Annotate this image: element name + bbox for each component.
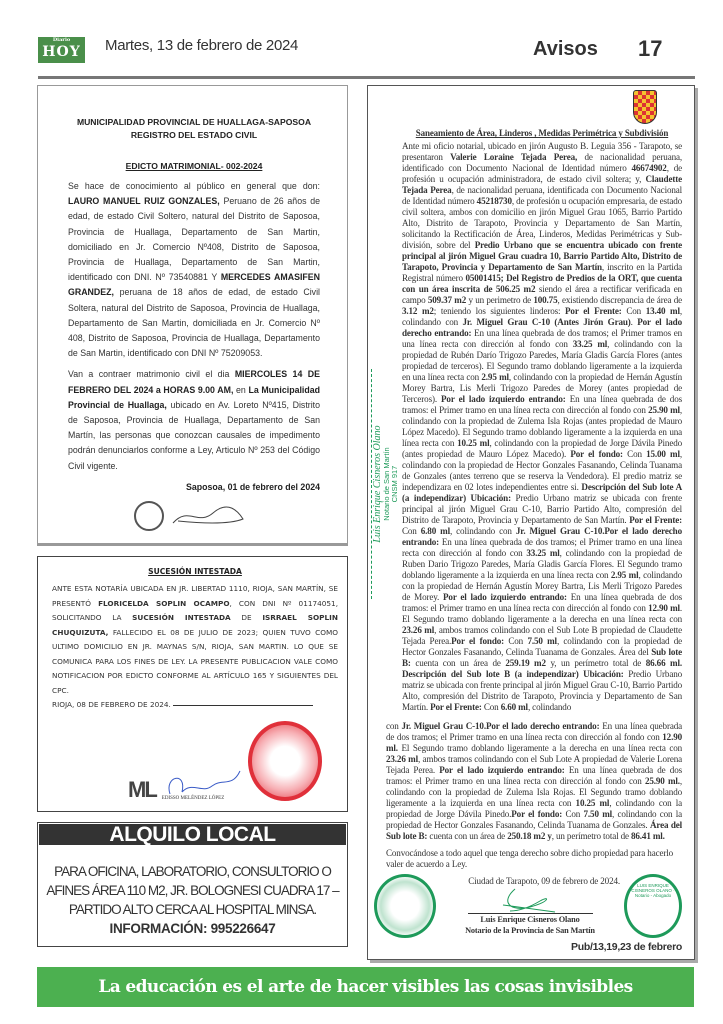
- bold-text-run: ISRRAEL SOPLIN CHUQUIZUTA,: [52, 613, 338, 637]
- alquilo-title: ALQUILO LOCAL: [39, 824, 346, 845]
- saneamiento-paragraph-3: Convocándose a todo aquel que tenga derecho sobre dicho propiedad para hacerlo valer de acuerdo a Ley.: [386, 848, 674, 869]
- text-run: Predio Urbano matriz se ubicada con frente principal al jirón Miguel Grau C-10, Barrio Partido Alto, compresión del Distrito de Tarapoto, Provincia y Departamento de San Martín.: [402, 493, 682, 525]
- text-run: ubicado en Av. Loreto Nº415, Distrito de Saposoa, Provincia de Huallaga, Departamento de San Martín, las personas que conozcan causales de impedimento podrán denunciarlos conforme a Ley, Articulo Nº 253 del Código Civil vigente.: [68, 399, 320, 471]
- text-run: , colindando con la propiedad de Jorge Dávila Pinedo (antes propiedad de Mauro López Macedo).: [402, 438, 683, 459]
- text-run: , un perímetro total de: [551, 831, 631, 841]
- main-content: [37, 85, 695, 1007]
- text-run: Se hace de conocimiento al público en general que don:: [68, 181, 320, 191]
- bold-text-run: La Municipalidad Provincial de Huallaga,: [68, 384, 320, 410]
- bold-text-run: Por el fondo:: [570, 449, 623, 459]
- text-run: , existiendo discrepancia de área de: [557, 295, 682, 305]
- bold-text-run: Jr. Miguel Grau C-10 (Antes Jirón Grau): [462, 317, 631, 327]
- text-run: cuenta con un área de: [410, 658, 506, 668]
- bold-text-run: 7.50 ml: [527, 636, 557, 646]
- bold-text-run: 13.40 ml: [645, 306, 680, 316]
- bold-text-run: 2.95 ml: [481, 372, 509, 382]
- publication-dates: Pub/13,19,23 de febrero: [571, 941, 682, 953]
- text-run: de nacionalidad peruana, identificado con Documento Nacional de Identidad número: [402, 152, 682, 173]
- notary-signature: [495, 887, 565, 913]
- bold-text-run: Valerie Loraine Tejada Perea,: [450, 152, 578, 162]
- bold-text-run: 100.75: [533, 295, 558, 305]
- bold-text-run: FLORICELDA SOPLIN OCAMPO: [98, 598, 230, 608]
- bold-text-run: Jr. Miguel Grau C-10.Por el lado derecho entrando:: [402, 526, 682, 547]
- text-run: En una línea quebrada de dos tramos: el Primer tramo en una línea recta con dirección al fondo con: [402, 394, 682, 415]
- text-run: Con: [504, 636, 528, 646]
- bold-text-run: 250.18 m2 y: [507, 831, 552, 841]
- page-number: 17: [638, 36, 663, 61]
- bold-text-run: Por el lado izquierdo entrando:: [439, 765, 565, 775]
- municipal-seal: [134, 501, 164, 531]
- left-column: [37, 85, 348, 960]
- saneamiento-title: Saneamiento de Área, Linderos , Medidas Perimétrica y Subdivisión: [415, 128, 669, 138]
- edicto-dept: REGISTRO DEL ESTADO CIVIL: [130, 130, 258, 140]
- text-run: cuenta con un área de: [427, 831, 508, 841]
- text-run: , de nacionalidad peruana, identificada con Documento Nacional de Identidad número: [402, 185, 682, 206]
- ml-logo: ML: [128, 776, 156, 802]
- text-run: , colindando con la propiedad de Ruben Dario Trigozo Paredes, María Gladis García Flores. El Segundo tramo doblando ligeramente a la izquierda en una línea recta con: [402, 548, 682, 580]
- text-run: con: [386, 721, 402, 731]
- fill-dash: [173, 705, 313, 706]
- bold-text-run: 2.95 ml: [610, 570, 639, 580]
- issue-date: Martes, 13 de febrero de 2024: [105, 37, 299, 54]
- text-run: , colindando con la propiedad de Hernán Agustín Morey Bartra, Lis Merli Trigozo Paredes de Morey (antes propiedad de Terceros).: [402, 372, 682, 404]
- text-run: , colindando con la propiedad de Zulema Isla Rojas. El Segundo tramo doblando ligeramente a la izquierda en una línea recta con: [386, 776, 682, 808]
- edicto-signature: [168, 501, 248, 531]
- bold-text-run: 259.19 m2: [505, 658, 546, 668]
- text-run: peruana de 18 años de edad, de estado Civil Soltera, natural del Distrito de Saposoa, Provincia de Huallaga, Departamento de San Martin, domiciliada en Jr. Comercio Nº 408, Distrito de Saposoa, Provincia de Huallaga, Departamento de San Martin, identificado con DNI Nº 75209053.: [68, 287, 320, 359]
- bold-text-run: Área del Sub lote B:: [386, 820, 683, 841]
- municipal-crest-icon: [633, 90, 657, 124]
- edicto-place-date: Saposoa, 01 de febrero del 2024: [186, 481, 320, 492]
- bold-text-run: 33.25 ml: [526, 548, 560, 558]
- quote-banner: La educación es el arte de hacer visibles las cosas invisibles: [37, 967, 694, 1007]
- text-run: DE: [230, 613, 263, 623]
- alquilo-local-ad: [37, 822, 348, 947]
- bold-text-run: 15.00 ml: [646, 449, 680, 459]
- bold-text-run: 86.41 ml.: [631, 831, 665, 841]
- sucesion-signer: EDISSO MELÉNDEZ LÓPEZ: [161, 795, 225, 801]
- bold-text-run: MERCEDES AMASIFEN GRANDEZ,: [68, 272, 320, 298]
- bold-text-run: 45218730: [476, 196, 512, 206]
- bold-text-run: 33.25 ml: [572, 339, 608, 349]
- stamp-cnsm: CNSM 917: [389, 465, 399, 503]
- notary-title: Notario de la Provincia de San Martín: [465, 926, 595, 935]
- text-run: , de profesión u ocupación empresaria, de estado civil soltera, ambos con domicilio en jirón Miguel Grau 1065, Barrio Partido Alto, Distrito de Tarapoto, Provincia y Departamento de San Martín, solicitando la Rectificación de Área, Linderos, Medidas Perimétricas y Sub-división, sobre del: [402, 196, 682, 250]
- text-run: y, un perímetro total de: [545, 658, 646, 668]
- text-run: , colindando con la propiedad de Zulema Isla Rojas (antes propiedad de Mauro López Macedo). El Segundo tramo doblando ligeramente a la izquierda en una línea recta con: [402, 405, 682, 448]
- text-run: FALLECIDO EL 08 DE JULIO DE 2023; QUIEN TUVO COMO ULTIMO DOMICILIO EN JR. MAYNAS S/N, RIOJA, SAN MARTIN. LO QUE SE COMUNICA PARA LOS FINES DE LEY. LA PRESENTE PUBLICACION VALE COMO NOTIFICACION POR EDICTO CONFORME AL ARTÍCULO 165 Y SIGUIENTES DEL CPC.: [52, 627, 338, 695]
- bold-text-run: 12.90 ml.: [386, 732, 682, 753]
- bold-text-run: Por el lado izquierdo entrando:: [441, 394, 566, 404]
- bold-text-run: 10.25 ml: [457, 438, 490, 448]
- text-run: , colindando con la propiedad de Hector Gonzales Fasanando, Celinda Tuanama de Gonzales (antes terreno que se reserva la Vendedora). El predio matriz se independizara en 02 lotes independientes entre si.: [402, 449, 682, 492]
- columns: [37, 85, 695, 960]
- text-run: ANTE ESTA NOTARÍA UBICADA EN JR. LIBERTAD 1110, RIOJA, SAN MARTÍN, SE PRESENTÓ: [52, 584, 338, 608]
- notary-signature-row: [374, 874, 682, 938]
- bold-text-run: 6.60 ml: [500, 702, 528, 712]
- edicto-signature-block: [134, 501, 320, 531]
- bold-text-run: Por el Frente:: [565, 306, 622, 316]
- text-run: , inscrito en la Partida Registral número: [402, 262, 682, 283]
- diario-hoy-logo: [38, 37, 85, 63]
- sucesion-date: RIOJA, 08 DE FEBRERO DE 2024.: [52, 700, 171, 710]
- edicto-paragraph-1: [68, 179, 320, 361]
- saneamiento-notice: [367, 85, 695, 960]
- sucesion-title: SUCESIÓN INTESTADA: [148, 567, 242, 577]
- bold-text-run: Por el Frente:: [430, 702, 482, 712]
- text-run: En una línea quebrada de dos tramos; el Primer tramo en una línea recta con dirección al fondo con: [386, 721, 682, 742]
- text-run: , colindando con: [449, 526, 516, 536]
- bold-text-run: 509.37 m2: [427, 295, 467, 305]
- logo-big-text: HOY: [42, 44, 81, 60]
- edicto-org: MUNICIPALIDAD PROVINCIAL DE HUALLAGA-SAPOSOA: [76, 117, 312, 127]
- section-title: Avisos: [533, 38, 598, 60]
- sucesion-signature: [162, 766, 242, 796]
- bold-text-run: 23.26 ml: [386, 754, 418, 764]
- text-run: y un perimetro de: [466, 295, 534, 305]
- bold-text-run: 12.90 ml: [648, 603, 680, 613]
- bold-text-run: Jr. Miguel Grau C-10.Por el lado derecho entrando:: [401, 721, 600, 731]
- notary-red-seal: [248, 721, 322, 801]
- text-run: , ambos tramos colindando con el Sub Lote A propiedad de Valerie Lorena Tejada Perea.: [386, 754, 683, 775]
- text-run: , CON DNI Nº 01174051, SOLICITANDO LA: [52, 598, 339, 623]
- sucesion-place-date: [52, 698, 338, 713]
- bold-text-run: Por el lado izquierdo entrando:: [443, 592, 567, 602]
- bold-text-run: 6.80 ml: [420, 526, 450, 536]
- bold-text-run: LAURO MANUEL RUIZ GONZALES,: [68, 196, 220, 207]
- saneamiento-place-date: Ciudad de Tarapoto, 09 de febrero de 2024.: [468, 876, 620, 886]
- notary-name: Luis Enrique Cisneros Olano: [480, 915, 580, 924]
- text-run: Con: [622, 449, 647, 459]
- text-run: . El Segundo tramo doblando ligeramente a la derecha en una línea recta con: [402, 603, 682, 624]
- bold-text-run: Descripción del Sub lote A (a independizar) Ubicación:: [402, 482, 683, 503]
- text-run: , colindando con la propiedad de Hector Gonzales Fasanando, Celinda Tuanama de Gonzales. Área del: [402, 636, 682, 657]
- edicto-matrimonial-notice: [37, 85, 348, 546]
- alquilo-line-1: PARA OFICINA, LABORATORIO, CONSULTORIO O: [54, 863, 331, 879]
- bold-text-run: 05001415; Del Registro de Predios de la ORT, que cuenta con un área inscrita de 506.25 m2: [402, 273, 683, 294]
- stamp-title: Notario de San Martín: [381, 447, 391, 521]
- saneamiento-paragraph-2: [386, 721, 682, 842]
- stamp-name: Luis Enrique Cisneros Olano: [371, 425, 383, 543]
- bold-text-run: 3.12 m2: [402, 306, 434, 316]
- bold-text-run: Sub lote B:: [402, 647, 682, 668]
- text-run: El Segundo tramo doblando ligeramente a la derecha en una línea recta con: [397, 743, 682, 753]
- text-run: Con: [621, 306, 646, 316]
- text-run: , colindando: [527, 702, 572, 712]
- text-run: , colindando con la propiedad de Jorge Dávila Pinedo.: [386, 798, 683, 819]
- edicto-title: EDICTO MATRIMONIAL- 002-2024: [125, 161, 263, 171]
- text-run: , de profesión u ocupación administradora, de estado civil soltera; y,: [402, 163, 682, 184]
- text-run: , colindando con: [402, 306, 682, 327]
- bold-text-run: 10.25 ml: [575, 798, 610, 808]
- notary-green-seal-right: [624, 874, 682, 938]
- bold-text-run: Predio Urbano que se encuentra ubicado con frente principal al jirón Miguel Grau cuadra 10, Barrio Partido Alto, Distrito de Tarapoto, Provincia y Departamento de San Martín: [402, 240, 682, 272]
- text-run: En una línea quebrada de dos tramos; el Primer tramos en una línea recta con dirección al fondo con: [402, 328, 683, 349]
- saneamiento-paragraph-1: [402, 141, 682, 713]
- bold-text-run: 86.66 ml. Descripción del Sub lote B (a independizar) Ubicación:: [402, 658, 682, 679]
- bold-text-run: Por el fondo:: [511, 809, 563, 819]
- edicto-paragraph-2: [68, 367, 320, 473]
- text-run: Van a contraer matrimonio civil el dia: [68, 369, 235, 380]
- sucesion-intestada-notice: [37, 556, 348, 812]
- text-run: En una línea quebrada de dos tramos; el Primer tramo en una línea recta con dirección al fondo con: [402, 537, 682, 558]
- sucesion-signature-block: [52, 721, 338, 801]
- text-run: .: [630, 317, 638, 327]
- seal-text: LUIS ENRIQUE CISNEROS OLANO · Notario - Abogado: [631, 883, 675, 898]
- bold-text-run: SUCESIÓN INTESTADA: [132, 613, 231, 623]
- text-run: En una línea quebrada de dos tramos: el Primer tramo en una línea recta con dirección al fondo con: [386, 765, 682, 786]
- text-run: , colindando con la propiedad de Rubén Darío Trigozo Paredes, María Gladis García Flores (antes propiedad de terceros). El Segundo tramo doblando ligeramente a la izquierda en una línea recta con: [402, 339, 682, 382]
- bold-text-run: Por el Frente:: [629, 515, 682, 525]
- bold-text-run: 23.26 ml: [402, 625, 435, 635]
- sucesion-body: [52, 582, 338, 698]
- bold-text-run: 46674902: [631, 163, 667, 173]
- text-run: ; teniendo los siguientes linderos:: [433, 306, 566, 316]
- text-run: Con: [562, 809, 584, 819]
- alquilo-line-3: PARTIDO ALTO CERCA AL HOSPITAL MINSA.: [68, 901, 317, 917]
- bold-text-run: Por el lado derecho entrando:: [402, 317, 682, 338]
- vertical-notary-stamp: [371, 369, 399, 599]
- text-run: siendo el área a rectificar verificada en campo: [402, 284, 682, 305]
- text-run: Con: [402, 526, 421, 536]
- text-run: Ante mi oficio notarial, ubicado en jirón Augusto B. Leguia 356 - Tarapoto, se presentaron: [402, 141, 682, 162]
- text-run: Predio Urbano matriz se ubicada con frente principal al jirón Miguel Grau C-10, Barrio Partido Alto, compresión del Distrito de Tarapoto, Provincia y Departamento de San Martín.: [402, 669, 683, 712]
- header-rule: [38, 76, 695, 79]
- notary-signer-block: [440, 876, 620, 936]
- alquilo-info: INFORMACIÓN: 995226647: [109, 920, 276, 936]
- sucesion-signer-block: [162, 766, 242, 801]
- bold-text-run: 7.50 ml: [583, 809, 612, 819]
- text-run: Con: [481, 702, 501, 712]
- text-run: en: [233, 384, 249, 395]
- bold-text-run: 25.90 ml.: [644, 776, 680, 786]
- saneamiento-upper-block: [371, 141, 682, 713]
- text-run: Peruano de 26 años de edad, de estado Civil Soltero, natural del Distrito de Saposoa, Provincia de Huallaga, Departamento de San Martin, domiciliado en Jr. Comercio Nº408, Distrito de Saposoa, Provincia de Huallaga, Departamento de San Martin, identificado con DNI. Nº 73540881 Y: [68, 196, 320, 283]
- text-run: , ambos tramos colindando con el Sub Lote B propiedad de Claudette Tejada Perea.: [402, 625, 683, 646]
- bold-text-run: MIERCOLES 14 DE FEBRERO DEL 2024 a HORAS 9.00 AM,: [68, 369, 320, 395]
- alquilo-line-2: AFINES ÁREA 110 M2, JR. BOLOGNESI CUADRA 17 –: [46, 882, 339, 898]
- text-run: , colindando con la propiedad de Hernán Agustín Morey Bartra, Lis Merli Trigozo Paredes de Morey.: [402, 570, 682, 602]
- bold-text-run: 25.90 ml: [648, 405, 680, 415]
- bold-text-run: Claudette Tejada Perea: [402, 174, 682, 195]
- text-run: , colindando con la propiedad de Hector Gonzales Fasanando, Celinda Tuanama de Gonzales.: [386, 809, 682, 830]
- notary-green-seal-left: [374, 874, 436, 938]
- logo-small-text: Diario: [52, 37, 71, 43]
- bold-text-run: Por el fondo:: [451, 636, 505, 646]
- text-run: En una línea quebrada de dos tramos: el Primer tramo en una línea recta con dirección al fondo con: [402, 592, 682, 613]
